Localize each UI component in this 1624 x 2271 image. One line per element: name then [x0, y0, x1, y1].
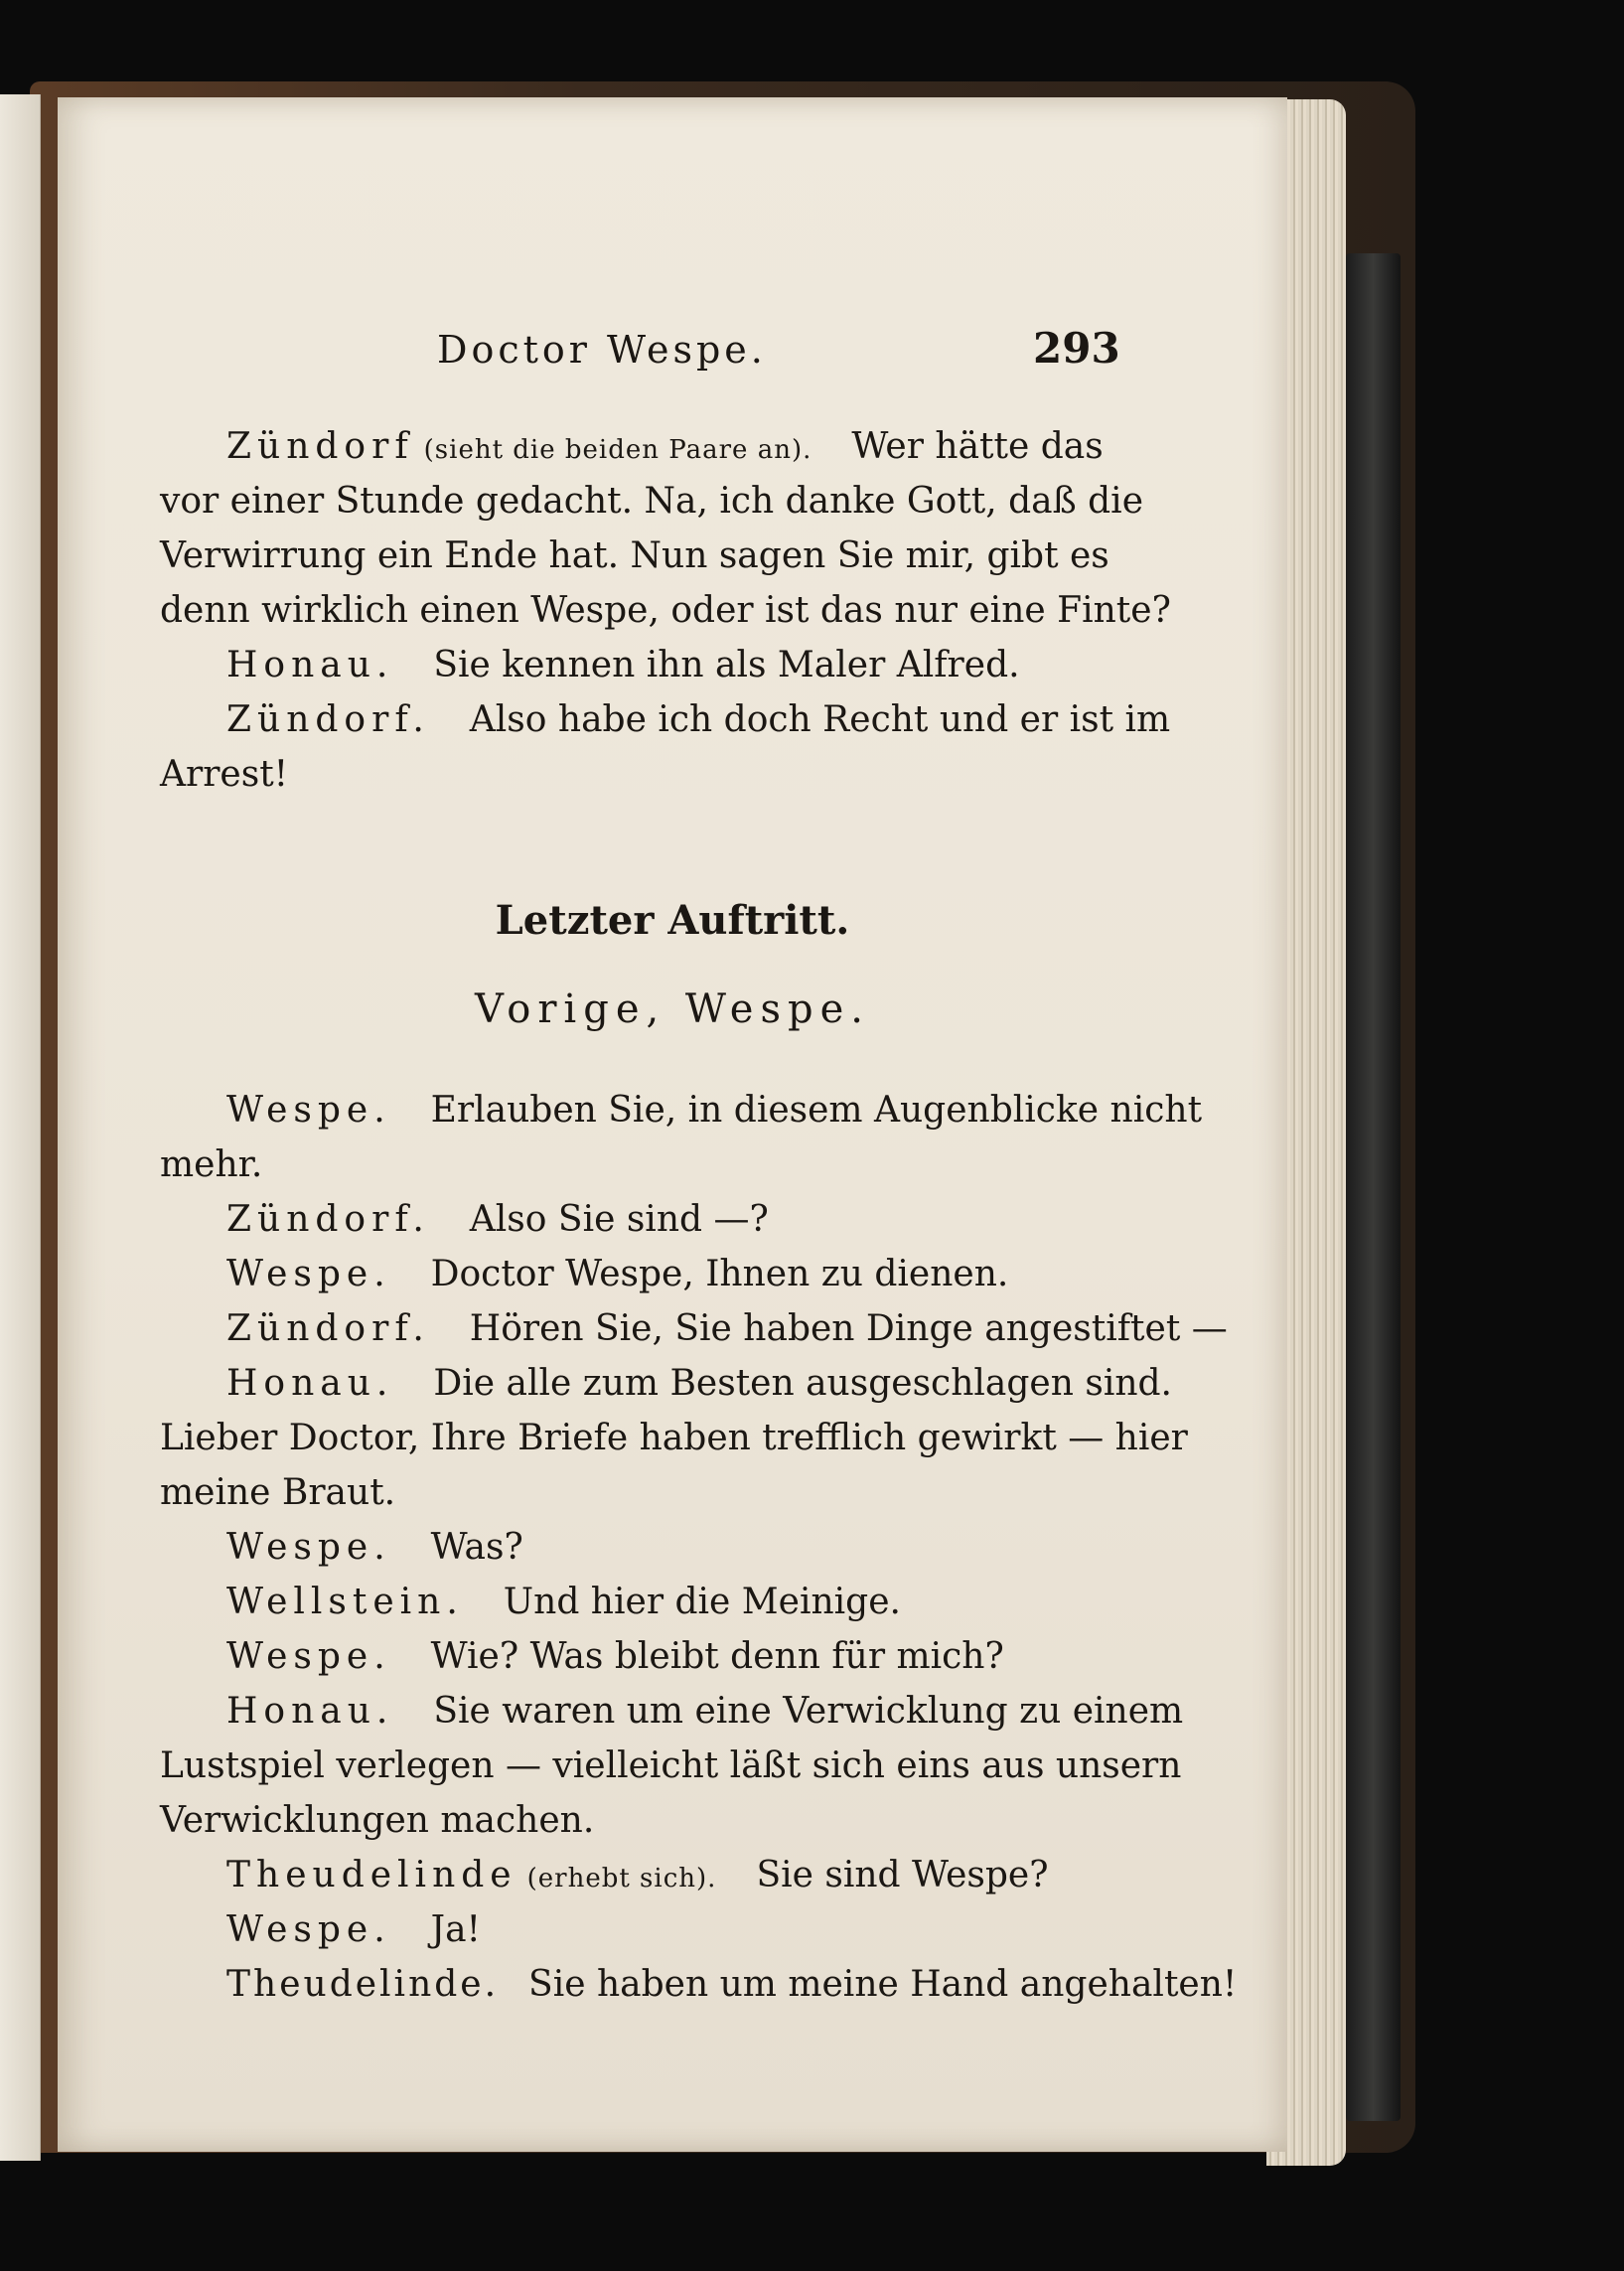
text-line: vor einer Stunde gedacht. Na, ich danke Gott, daß die — [160, 481, 1143, 522]
text-line: mehr. — [160, 1144, 263, 1185]
text-line: Verwirrung ein Ende hat. Nun sagen Sie mir, gibt es — [160, 535, 1109, 576]
text-line — [226, 1307, 1228, 1351]
book-spine — [1346, 253, 1401, 2121]
text-line — [226, 1581, 1102, 1624]
text-line: Lustspiel verlegen — vielleicht läßt sich eins aus unsern — [160, 1745, 1182, 1786]
book-page — [58, 97, 1287, 2152]
text-line — [226, 698, 1171, 742]
text-line — [226, 644, 1102, 687]
speech-text: Also Sie sind —? — [469, 1199, 769, 1240]
page-number: 293 — [1033, 324, 1120, 373]
speaker-name: Wespe. — [226, 1636, 391, 1677]
speech-text: Ja! — [430, 1909, 482, 1950]
text-line — [226, 1362, 1173, 1406]
text-line — [226, 1690, 1184, 1734]
speech-text: Erlauben Sie, in diesem Augenblicke nicht — [430, 1090, 1203, 1131]
running-head: Doctor Wespe. — [437, 328, 767, 372]
speech-text: Was? — [430, 1527, 523, 1568]
text-line — [226, 1198, 1102, 1242]
text-line — [226, 1908, 1102, 1952]
speech-text: Sie kennen ihn als Maler Alfred. — [433, 645, 1020, 685]
text-line: Arrest! — [160, 754, 289, 795]
speech-text: Wie? Was bleibt denn für mich? — [430, 1636, 1004, 1677]
text-line — [226, 1526, 1102, 1570]
speech-text: Wer hätte das — [851, 426, 1104, 467]
scene-title: Letzter Auftritt. — [495, 897, 850, 944]
speaker-name: Honau. — [226, 1363, 394, 1404]
speech-text: Sie waren um eine Verwicklung zu einem — [433, 1691, 1184, 1732]
text-line — [226, 1854, 1102, 1900]
scene-cast: Vorige, Wespe. — [475, 986, 870, 1032]
speech-text: Hören Sie, Sie haben Dinge angestiftet — — [469, 1308, 1228, 1349]
speech-text: Die alle zum Besten ausgeschlagen sind. — [433, 1363, 1173, 1404]
speaker-name: Zündorf. — [226, 1199, 430, 1240]
text-line: meine Braut. — [160, 1472, 396, 1513]
speaker-name: Theudelinde. — [226, 1964, 500, 2005]
speaker-name: Zündorf. — [226, 1308, 430, 1349]
text-line: Lieber Doctor, Ihre Briefe haben trefflich gewirkt — hier — [160, 1418, 1188, 1458]
text-line — [226, 1089, 1203, 1133]
stage-direction: (sieht die beiden Paare an). — [423, 435, 812, 465]
text-line: denn wirklich einen Wespe, oder ist das nur eine Finte? — [160, 590, 1171, 631]
speaker-name: Wespe. — [226, 1527, 391, 1568]
speaker-name: Zündorf. — [226, 699, 430, 740]
text-line — [226, 1963, 1238, 2007]
speaker-name: Wellstein. — [226, 1582, 464, 1622]
speech-text: Doctor Wespe, Ihnen zu dienen. — [430, 1254, 1009, 1294]
speaker-name: Wespe. — [226, 1909, 391, 1950]
text-line — [226, 425, 1102, 472]
speech-text: Sie sind Wespe? — [756, 1855, 1049, 1895]
facing-page-edge — [0, 94, 41, 2161]
text-line — [226, 1635, 1102, 1679]
speaker-name: Honau. — [226, 645, 394, 685]
stage-direction: (erhebt sich). — [526, 1864, 717, 1893]
speech-text: Und hier die Meinige. — [503, 1582, 901, 1622]
text-line — [226, 1253, 1102, 1296]
speaker-name: Theudelinde — [226, 1855, 517, 1895]
speaker-name: Wespe. — [226, 1090, 391, 1131]
speaker-name: Wespe. — [226, 1254, 391, 1294]
text-line: Verwicklungen machen. — [160, 1800, 595, 1841]
speaker-name: Zündorf — [226, 426, 414, 467]
speaker-name: Honau. — [226, 1691, 394, 1732]
speech-text: Also habe ich doch Recht und er ist im — [469, 699, 1171, 740]
speech-text: Sie haben um meine Hand angehalten! — [528, 1964, 1238, 2005]
